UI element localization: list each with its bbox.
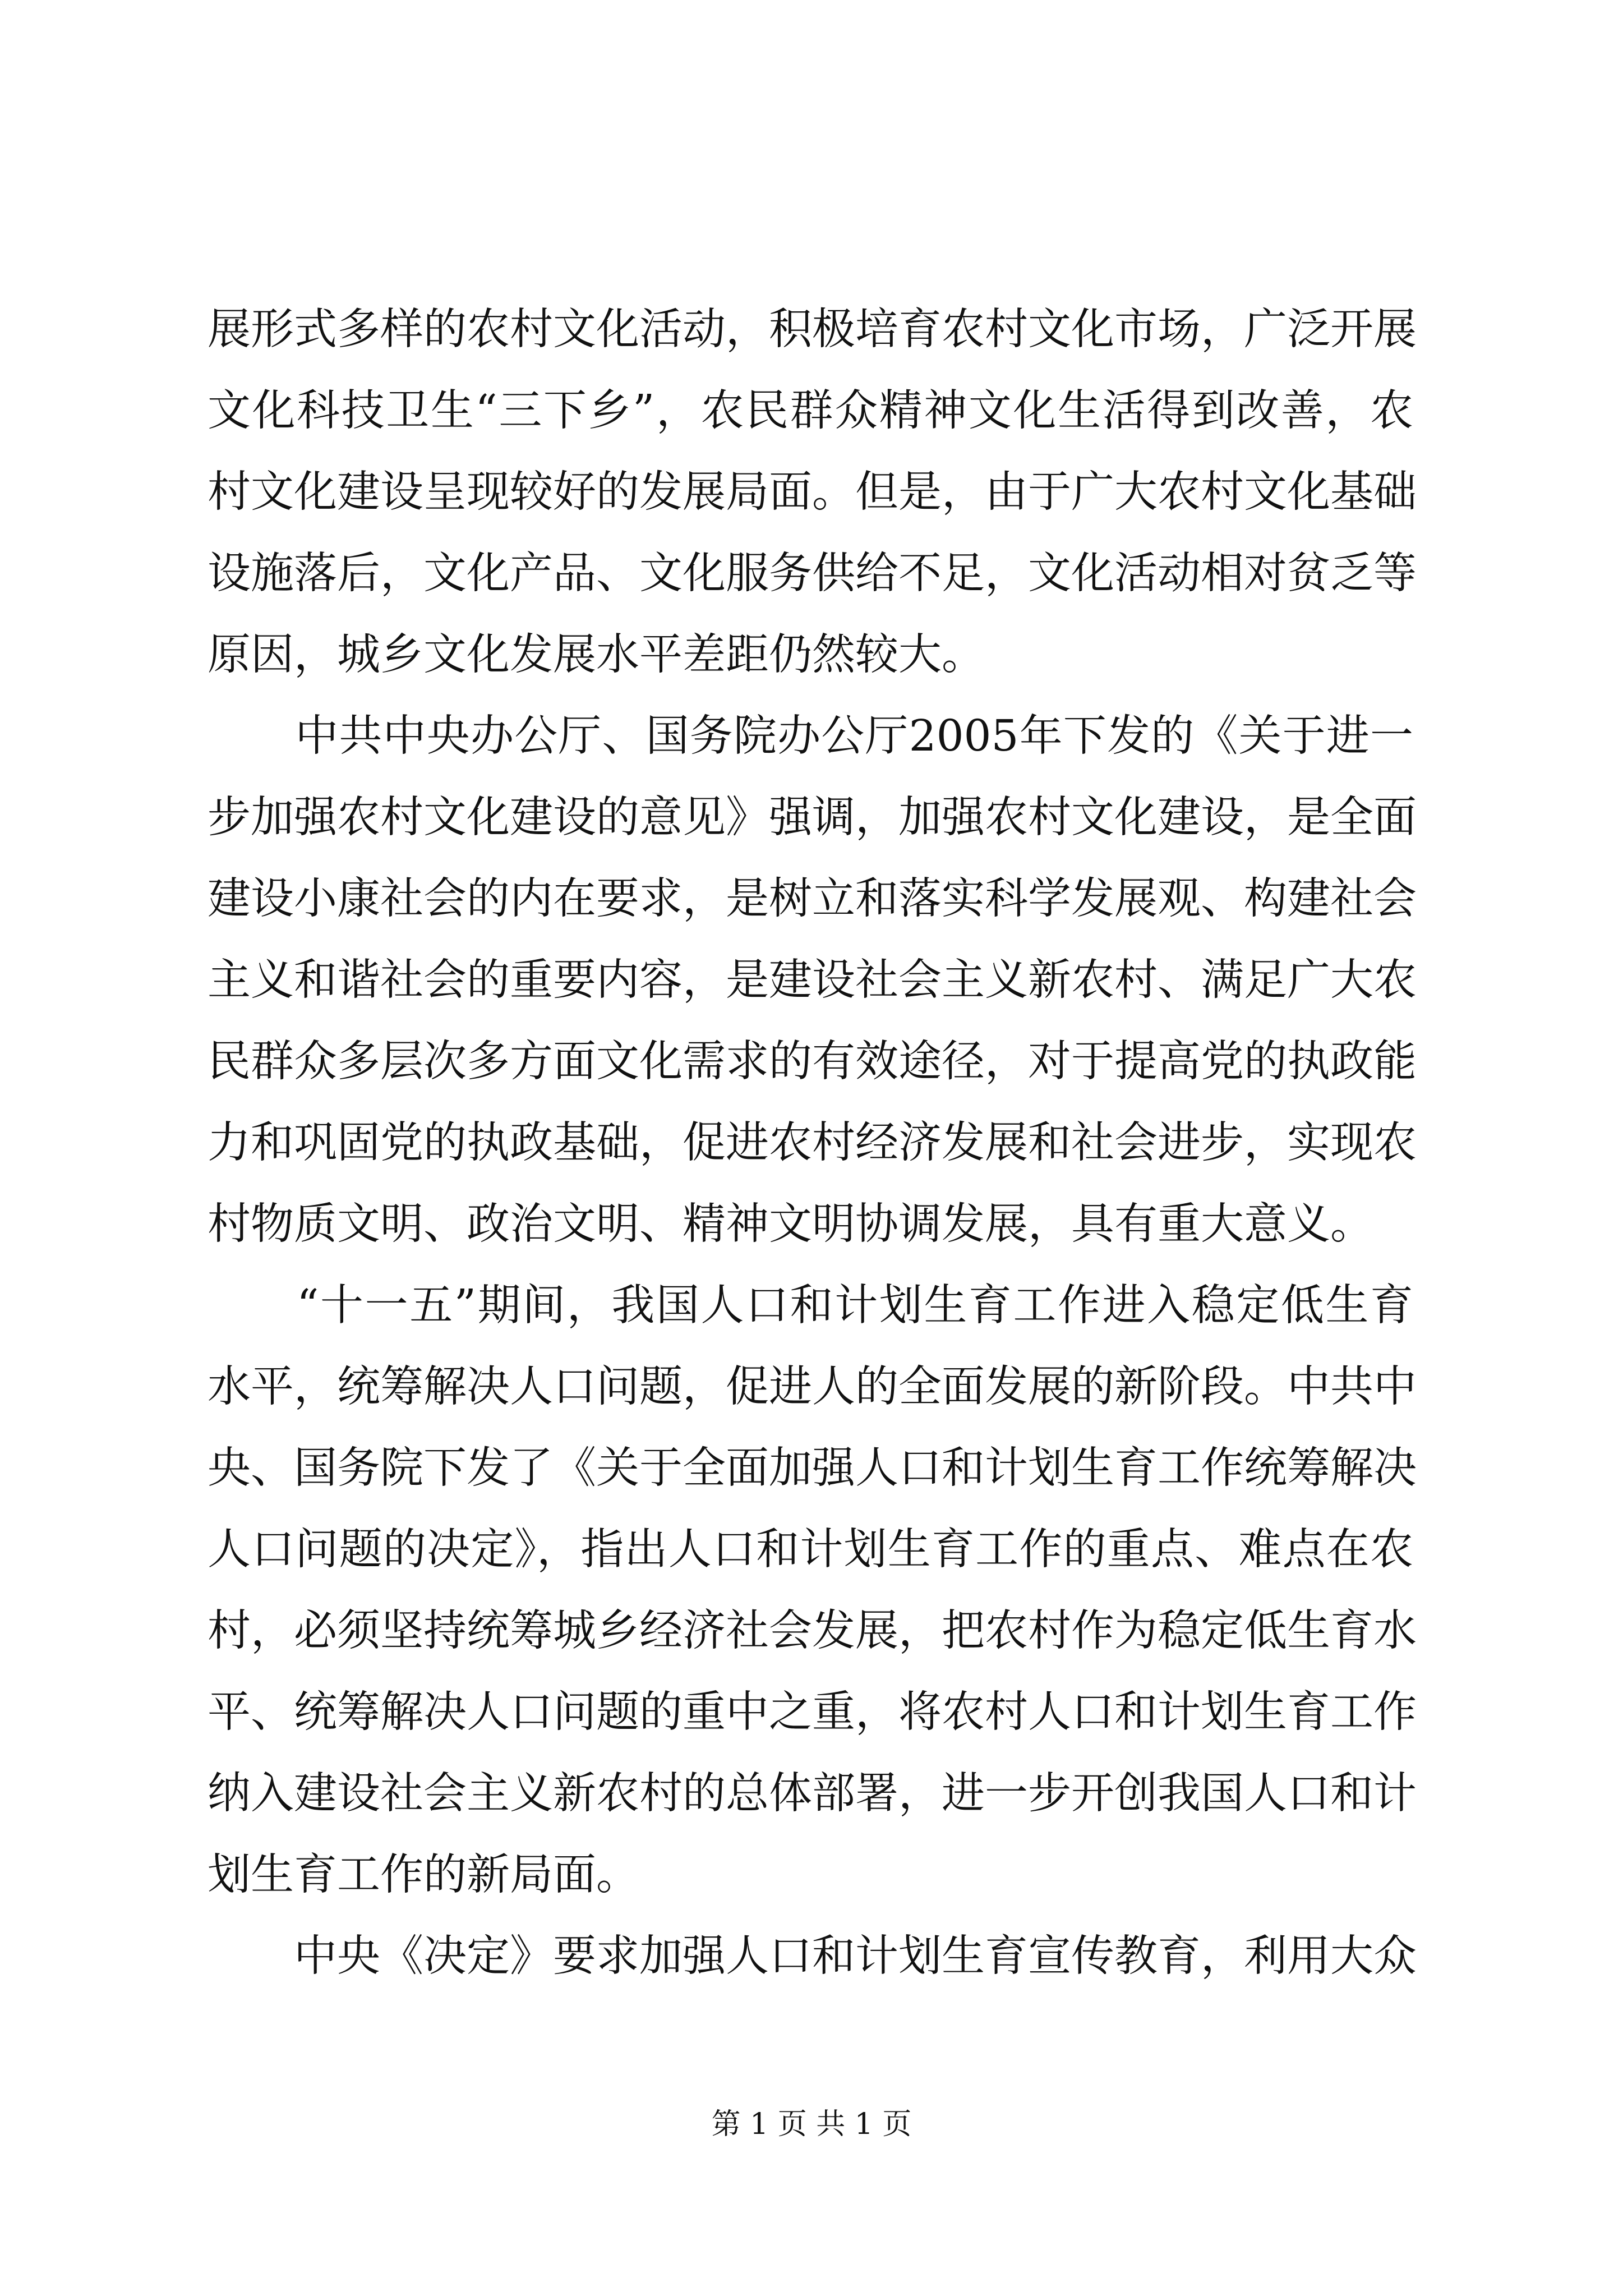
text-line: 划生育工作的新局面。: [208, 1850, 639, 1900]
paragraph: [208, 1265, 1417, 1916]
text-line: 村，必须坚持统筹城乡经济社会发展，把农村作为稳定低生育水: [208, 1606, 1417, 1656]
text-line: 设施落后，文化产品、文化服务供给不足，文化活动相对贫乏等: [208, 549, 1417, 599]
text-line: “十一五”期间，我国人口和计划生育工作进入稳定低生育: [208, 1281, 1413, 1331]
text-line: 平、统筹解决人口问题的重中之重，将农村人口和计划生育工作: [208, 1687, 1417, 1737]
text-line: 展形式多样的农村文化活动，积极培育农村文化市场，广泛开展: [208, 305, 1417, 355]
text-line: 中共中央办公厅、国务院办公厅2005年下发的《关于进一: [208, 711, 1413, 761]
paragraph: [208, 696, 1417, 1265]
text-line: 原因，城乡文化发展水平差距仍然较大。: [208, 630, 985, 680]
text-line: 力和巩固党的执政基础，促进农村经济发展和社会进步，实现农: [208, 1118, 1417, 1168]
paragraph: [208, 1916, 1417, 1997]
text-line: 步加强农村文化建设的意见》强调，加强农村文化建设，是全面: [208, 793, 1417, 843]
text-line: 建设小康社会的内在要求，是树立和落实科学发展观、构建社会: [208, 874, 1417, 924]
body-text: [208, 289, 1417, 1997]
paragraph: [208, 289, 1417, 696]
text-line: 文化科技卫生“三下乡”，农民群众精神文化生活得到改善，农: [208, 386, 1413, 436]
page-footer: 第 1 页 共 1 页: [711, 2108, 912, 2141]
text-line: 水平，统筹解决人口问题，促进人的全面发展的新阶段。中共中: [208, 1362, 1417, 1412]
text-line: 村文化建设呈现较好的发展局面。但是，由于广大农村文化基础: [208, 467, 1417, 517]
text-line: 人口问题的决定》，指出人口和计划生育工作的重点、难点在农: [208, 1525, 1413, 1575]
text-line: 中央《决定》要求加强人口和计划生育宣传教育，利用大众: [208, 1931, 1417, 1981]
text-line: 纳入建设社会主义新农村的总体部署，进一步开创我国人口和计: [208, 1769, 1417, 1819]
text-line: 央、国务院下发了《关于全面加强人口和计划生育工作统筹解决: [208, 1443, 1417, 1493]
text-line: 民群众多层次多方面文化需求的有效途径，对于提高党的执政能: [208, 1037, 1417, 1087]
text-line: 村物质文明、政治文明、精神文明协调发展，具有重大意义。: [208, 1199, 1373, 1249]
text-line: 主义和谐社会的重要内容，是建设社会主义新农村、满足广大农: [208, 955, 1417, 1005]
